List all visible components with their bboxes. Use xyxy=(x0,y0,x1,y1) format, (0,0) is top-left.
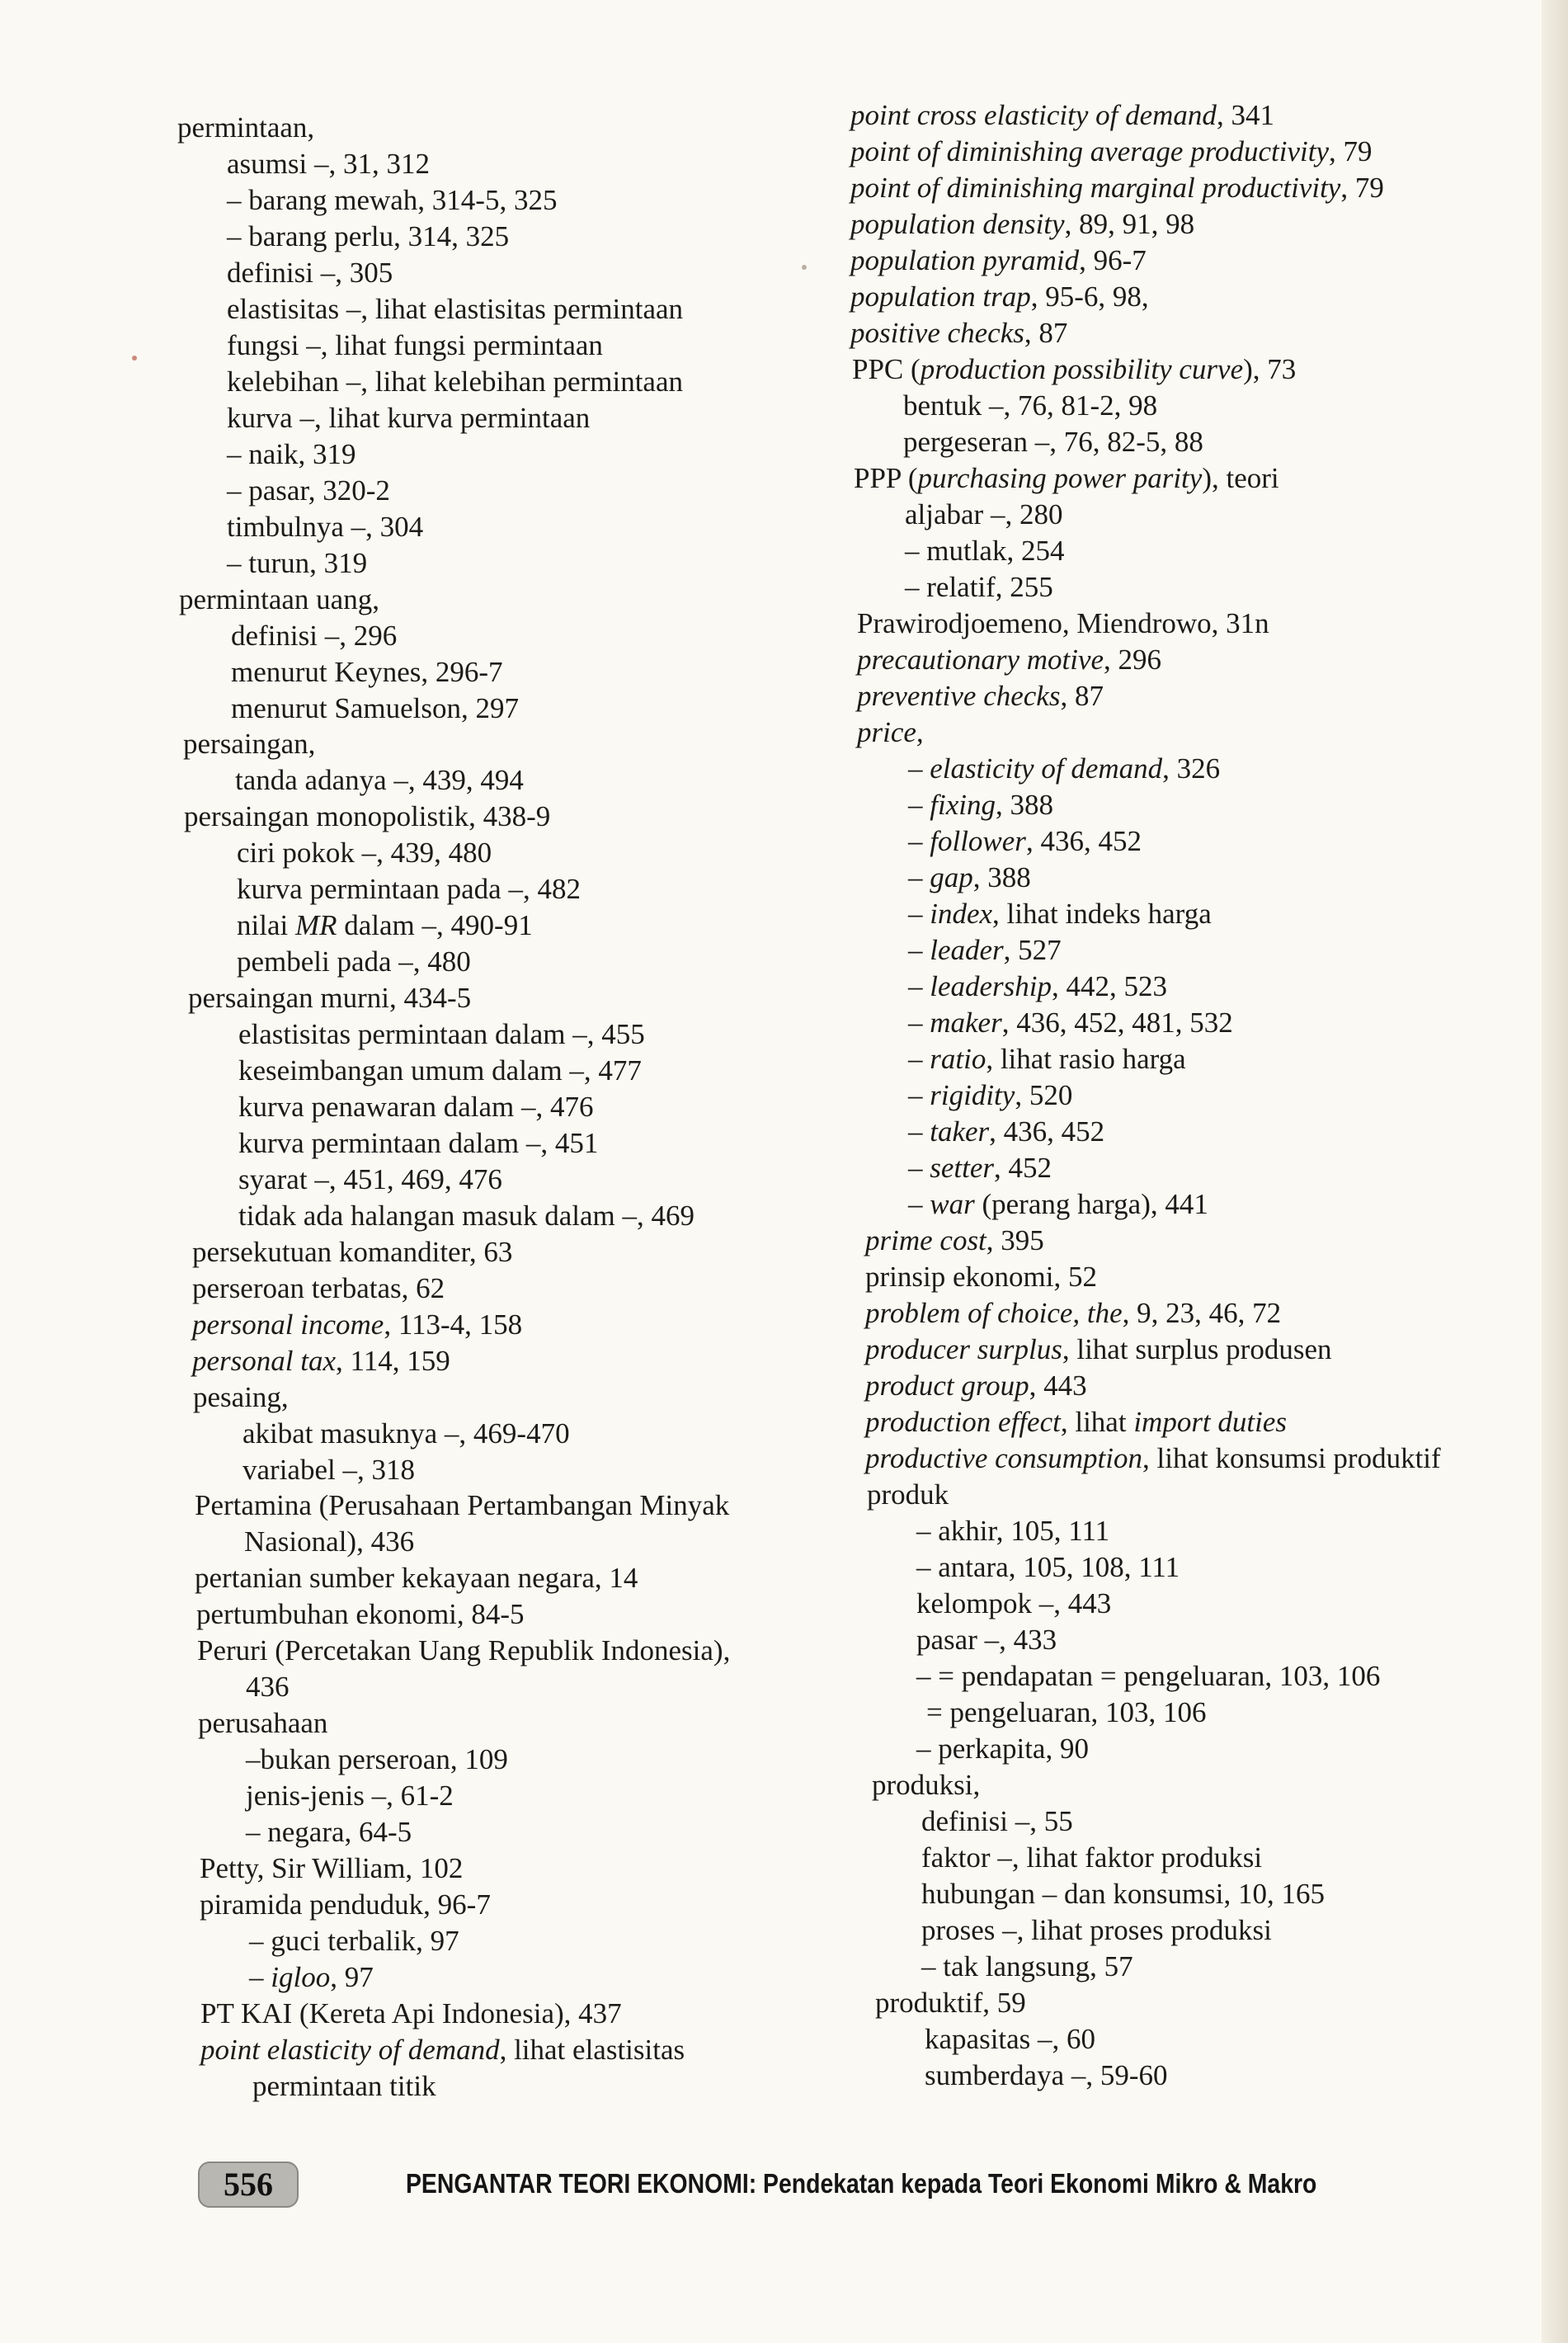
index-entry: ciri pokok –, 439, 480 xyxy=(237,837,492,869)
entry-suffix: , 79 xyxy=(1329,135,1373,167)
index-entry xyxy=(865,1440,1441,1477)
entry-suffix: , lihat rasio harga xyxy=(986,1043,1186,1075)
entry-suffix: , lihat surplus produsen xyxy=(1062,1333,1332,1365)
index-entry: Prawirodjoemeno, Miendrowo, 31n xyxy=(857,607,1269,639)
index-entry: permintaan uang, xyxy=(179,583,379,615)
entry-suffix: , lihat indeks harga xyxy=(992,898,1212,930)
index-entry: menurut Samuelson, 297 xyxy=(231,692,519,724)
index-entry: pesaing, xyxy=(193,1381,289,1413)
entry-italic-term: point of diminishing marginal productivity xyxy=(850,172,1341,204)
entry-prefix: nilai xyxy=(237,909,295,941)
index-entry xyxy=(200,2032,685,2068)
index-entry xyxy=(908,896,1212,932)
entry-suffix: , lihat elastisitas xyxy=(499,2034,685,2066)
index-entry: bentuk –, 76, 81-2, 98 xyxy=(903,389,1158,422)
index-entry: – barang mewah, 314-5, 325 xyxy=(227,184,558,216)
index-entry: asumsi –, 31, 312 xyxy=(227,148,430,180)
index-entry: produk xyxy=(867,1478,949,1511)
page-edge-shadow xyxy=(1542,0,1568,2343)
ink-speck xyxy=(132,356,137,361)
entry-prefix: – xyxy=(908,1152,930,1184)
index-entry xyxy=(192,1343,450,1379)
index-entry: PT KAI (Kereta Api Indonesia), 437 xyxy=(200,1997,622,2030)
entry-italic-term: point elasticity of demand xyxy=(200,2034,500,2066)
index-entry: kelompok –, 443 xyxy=(916,1587,1112,1619)
index-entry xyxy=(850,206,1194,243)
entry-suffix: , 296 xyxy=(1104,644,1162,676)
entry-italic-term: productive consumption xyxy=(865,1442,1143,1474)
entry-italic-term: ratio xyxy=(930,1043,986,1075)
entry-suffix: , 436, 452 xyxy=(1025,825,1142,857)
index-entry: – negara, 64-5 xyxy=(246,1816,412,1848)
index-entry: kelebihan –, lihat kelebihan permintaan xyxy=(227,365,683,398)
index-entry xyxy=(850,315,1067,351)
index-entry: faktor –, lihat faktor produksi xyxy=(921,1841,1263,1874)
index-entry: syarat –, 451, 469, 476 xyxy=(238,1163,502,1195)
ink-speck xyxy=(802,265,807,270)
index-entry: elastisitas permintaan dalam –, 455 xyxy=(238,1018,645,1050)
index-entry xyxy=(908,823,1142,860)
entry-italic-term: leadership xyxy=(930,970,1052,1002)
index-entry: perseroan terbatas, 62 xyxy=(192,1272,445,1304)
entry-suffix: , 388 xyxy=(972,861,1031,893)
entry-prefix: – xyxy=(908,1188,930,1220)
entry-suffix: , 395 xyxy=(986,1224,1044,1256)
index-entry: definisi –, 305 xyxy=(227,257,393,289)
entry-suffix: , 97 xyxy=(330,1961,374,1993)
index-entry xyxy=(908,1186,1208,1223)
index-entry xyxy=(908,1077,1072,1114)
index-entry: – naik, 319 xyxy=(227,438,356,470)
index-entry: definisi –, 55 xyxy=(921,1805,1073,1837)
entry-italic-term: rigidity xyxy=(930,1079,1015,1111)
index-entry: Peruri (Percetakan Uang Republik Indonesia), xyxy=(197,1634,731,1666)
index-entry xyxy=(850,97,1274,134)
index-entry: perusahaan xyxy=(198,1707,328,1739)
entry-italic-term: purchasing power parity xyxy=(917,462,1203,494)
index-entry: 436 xyxy=(246,1671,290,1703)
entry-prefix: PPP ( xyxy=(854,462,918,494)
index-entry: proses –, lihat proses produksi xyxy=(921,1914,1272,1946)
index-entry: definisi –, 296 xyxy=(231,620,398,652)
entry-prefix: – xyxy=(908,1115,930,1148)
entry-suffix: , 9, 23, 46, 72 xyxy=(1122,1297,1282,1329)
entry-suffix: , 527 xyxy=(1003,934,1062,966)
entry-prefix: – xyxy=(908,752,930,785)
index-entry xyxy=(865,1404,1287,1440)
entry-italic-term: elasticity of demand xyxy=(930,752,1163,785)
entry-suffix: , 442, 523 xyxy=(1052,970,1168,1002)
index-entry: persaingan murni, 434-5 xyxy=(188,982,472,1014)
entry-suffix: ), teori xyxy=(1202,462,1279,494)
entry-suffix: ), 73 xyxy=(1243,353,1297,385)
entry-italic-term: price, xyxy=(857,716,924,748)
entry-suffix: , 114, 159 xyxy=(336,1345,450,1377)
entry-suffix: , 87 xyxy=(1060,680,1104,712)
index-entry: – pasar, 320-2 xyxy=(227,474,390,507)
index-entry: = pengeluaran, 103, 106 xyxy=(926,1696,1207,1728)
index-entry: prinsip ekonomi, 52 xyxy=(865,1261,1097,1293)
index-entry: kurva permintaan dalam –, 451 xyxy=(238,1127,599,1159)
entry-suffix: (perang harga), 441 xyxy=(974,1188,1208,1220)
page-number: 556 xyxy=(198,2162,299,2208)
entry-italic-term: production effect xyxy=(865,1406,1061,1438)
index-entry: variabel –, 318 xyxy=(242,1454,415,1486)
index-entry: – relatif, 255 xyxy=(905,571,1053,603)
entry-italic-term: import duties xyxy=(1133,1406,1288,1438)
entry-prefix: – xyxy=(908,861,930,893)
entry-italic-term: population pyramid xyxy=(850,244,1080,276)
index-entry xyxy=(857,642,1161,678)
index-entry xyxy=(908,1150,1052,1186)
entry-prefix: – xyxy=(908,934,930,966)
index-entry: pasar –, 433 xyxy=(916,1624,1057,1656)
index-entry: akibat masuknya –, 469-470 xyxy=(242,1417,570,1450)
index-entry xyxy=(852,351,1296,388)
entry-italic-term: precautionary motive xyxy=(857,644,1104,676)
entry-suffix: , 436, 452, 481, 532 xyxy=(1001,1006,1233,1039)
index-entry xyxy=(908,787,1053,823)
index-entry: – mutlak, 254 xyxy=(905,535,1065,567)
index-entry: pertumbuhan ekonomi, 84-5 xyxy=(196,1598,525,1630)
index-entry xyxy=(857,678,1104,714)
index-entry: – turun, 319 xyxy=(227,547,368,579)
entry-suffix: , 388 xyxy=(995,789,1053,821)
index-entry: kurva penawaran dalam –, 476 xyxy=(238,1091,594,1123)
index-entry xyxy=(249,1959,374,1996)
entry-italic-term: product group xyxy=(865,1370,1029,1402)
index-entry xyxy=(850,279,1149,315)
index-entry xyxy=(850,170,1384,206)
entry-suffix: , 95-6, 98, xyxy=(1030,280,1149,313)
index-entry: permintaan, xyxy=(177,111,315,144)
entry-suffix: , 113-4, 158 xyxy=(384,1308,523,1341)
entry-italic-term: prime cost xyxy=(865,1224,986,1256)
index-entry: jenis-jenis –, 61-2 xyxy=(246,1780,454,1812)
entry-italic-term: fixing xyxy=(930,789,996,821)
index-entry xyxy=(865,1223,1044,1259)
entry-prefix: PPC ( xyxy=(852,353,921,385)
entry-suffix: , 452 xyxy=(994,1152,1052,1184)
index-entry: produksi, xyxy=(872,1769,981,1801)
index-entry: – tak langsung, 57 xyxy=(921,1950,1133,1982)
index-entry: Nasional), 436 xyxy=(244,1525,415,1558)
index-entry: produktif, 59 xyxy=(875,1987,1026,2019)
index-entry xyxy=(908,1041,1186,1077)
index-entry xyxy=(865,1332,1332,1368)
index-entry: persaingan monopolistik, 438-9 xyxy=(184,800,551,832)
index-entry: – guci terbalik, 97 xyxy=(249,1925,459,1957)
index-entry: tidak ada halangan masuk dalam –, 469 xyxy=(238,1200,695,1232)
entry-italic-term: leader xyxy=(930,934,1004,966)
index-entry xyxy=(908,1114,1104,1150)
entry-suffix: , 96-7 xyxy=(1079,244,1147,276)
index-entry: persekutuan komanditer, 63 xyxy=(192,1236,513,1268)
entry-italic-term: taker xyxy=(930,1115,990,1148)
entry-italic-term: preventive checks xyxy=(857,680,1061,712)
index-entry xyxy=(192,1307,522,1343)
entry-italic-term: production possibility curve xyxy=(920,353,1244,385)
entry-italic-term: population trap xyxy=(850,280,1031,313)
entry-prefix: – xyxy=(908,825,930,857)
entry-italic-term: war xyxy=(930,1188,975,1220)
index-entry: – = pendapatan = pengeluaran, 103, 106 xyxy=(916,1660,1381,1692)
entry-prefix: – xyxy=(908,1043,930,1075)
entry-italic-term: producer surplus xyxy=(865,1333,1062,1365)
entry-italic-term: MR xyxy=(294,909,337,941)
entry-suffix: , 443 xyxy=(1029,1370,1087,1402)
entry-suffix: , 520 xyxy=(1015,1079,1073,1111)
entry-italic-term: personal income xyxy=(192,1308,384,1341)
page-footer xyxy=(0,2162,1568,2228)
index-entry xyxy=(908,932,1062,969)
index-entry xyxy=(850,134,1373,170)
index-entry: – antara, 105, 108, 111 xyxy=(916,1551,1180,1583)
index-entry: fungsi –, lihat fungsi permintaan xyxy=(227,329,603,361)
index-entry: keseimbangan umum dalam –, 477 xyxy=(238,1054,642,1087)
index-entry xyxy=(908,1005,1233,1041)
index-entry: persaingan, xyxy=(183,728,316,760)
entry-italic-term: personal tax xyxy=(192,1345,337,1377)
index-entry: hubungan – dan konsumsi, 10, 165 xyxy=(921,1878,1326,1910)
index-entry: elastisitas –, lihat elastisitas permintaan xyxy=(227,293,684,325)
index-entry: tanda adanya –, 439, 494 xyxy=(235,764,524,796)
index-entry: kurva –, lihat kurva permintaan xyxy=(227,402,591,434)
index-entry: menurut Keynes, 296-7 xyxy=(231,656,503,688)
index-entry: aljabar –, 280 xyxy=(905,498,1063,530)
entry-suffix: , 89, 91, 98 xyxy=(1064,208,1195,240)
entry-suffix: , 341 xyxy=(1216,99,1274,131)
entry-prefix: – xyxy=(908,1079,930,1111)
index-entry: Pertamina (Perusahaan Pertambangan Minyak xyxy=(195,1489,730,1521)
entry-suffix: , lihat konsumsi produktif xyxy=(1142,1442,1441,1474)
entry-suffix: , lihat xyxy=(1060,1406,1134,1438)
entry-italic-term: index xyxy=(930,898,993,930)
entry-prefix: – xyxy=(908,1006,930,1039)
entry-italic-term: follower xyxy=(930,825,1026,857)
entry-italic-term: point cross elasticity of demand xyxy=(850,99,1217,131)
index-entry: pertanian sumber kekayaan negara, 14 xyxy=(195,1562,638,1594)
entry-suffix: , 436, 452 xyxy=(989,1115,1105,1148)
index-entry: – perkapita, 90 xyxy=(916,1732,1089,1765)
index-entry: kurva permintaan pada –, 482 xyxy=(237,873,581,905)
entry-prefix: – xyxy=(908,898,930,930)
index-entry xyxy=(865,1368,1087,1404)
index-entry xyxy=(908,751,1220,787)
index-entry: –bukan perseroan, 109 xyxy=(246,1743,508,1775)
entry-italic-term: population density xyxy=(850,208,1065,240)
entry-prefix: – xyxy=(908,970,930,1002)
book-title: PENGANTAR TEORI EKONOMI: Pendekatan kepada Teori Ekonomi Mikro & Makro xyxy=(406,2168,1317,2199)
index-entry xyxy=(850,243,1147,279)
index-entry: pergeseran –, 76, 82-5, 88 xyxy=(903,426,1203,458)
index-entry: piramida penduduk, 96-7 xyxy=(200,1888,491,1921)
index-entry xyxy=(854,460,1279,497)
index-entry xyxy=(237,908,533,944)
index-entry xyxy=(857,714,924,751)
index-entry: pembeli pada –, 480 xyxy=(237,945,471,978)
index-entry: Petty, Sir William, 102 xyxy=(200,1852,464,1884)
entry-italic-term: maker xyxy=(930,1006,1002,1039)
index-entry: – barang perlu, 314, 325 xyxy=(227,220,510,252)
index-entry xyxy=(908,969,1167,1005)
entry-italic-term: point of diminishing average productivity xyxy=(850,135,1330,167)
entry-suffix: , 87 xyxy=(1024,317,1068,349)
entry-italic-term: positive checks xyxy=(850,317,1024,349)
entry-suffix: , 326 xyxy=(1162,752,1221,785)
entry-italic-term: igloo xyxy=(271,1961,331,1993)
entry-italic-term: gap xyxy=(930,861,973,893)
index-entry: kapasitas –, 60 xyxy=(925,2023,1096,2055)
index-entry: sumberdaya –, 59-60 xyxy=(925,2059,1168,2091)
index-entry: – akhir, 105, 111 xyxy=(916,1515,1110,1547)
entry-prefix: – xyxy=(249,1961,271,1993)
entry-italic-term: setter xyxy=(930,1152,995,1184)
entry-suffix: dalam –, 490-91 xyxy=(337,909,533,941)
entry-suffix: , 79 xyxy=(1340,172,1384,204)
index-entry xyxy=(908,860,1031,896)
index-entry xyxy=(865,1295,1281,1332)
entry-italic-term: problem of choice, the xyxy=(865,1297,1123,1329)
index-entry: timbulnya –, 304 xyxy=(227,511,424,543)
index-entry: permintaan titik xyxy=(252,2070,436,2102)
entry-prefix: – xyxy=(908,789,930,821)
